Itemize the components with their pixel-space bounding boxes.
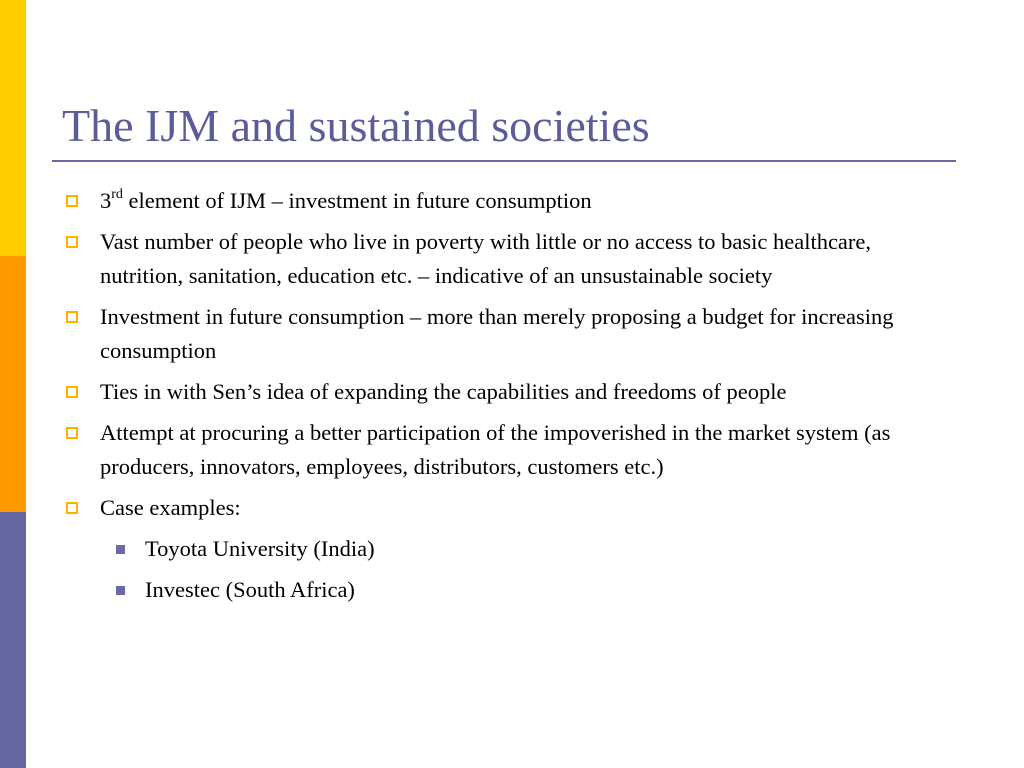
bullet-4-text: Ties in with Sen’s idea of expanding the capabilities and freedoms of people	[100, 379, 787, 404]
side-color-bar	[0, 0, 26, 768]
sub-bullet-list	[100, 532, 942, 607]
bullet-item-1	[62, 184, 942, 218]
hollow-square-bullet-icon	[66, 195, 78, 207]
bullet-1-prefix: 3	[100, 188, 112, 213]
bullet-item-3	[62, 300, 942, 368]
title-divider	[52, 160, 956, 162]
filled-square-bullet-icon	[116, 545, 125, 554]
hollow-square-bullet-icon	[66, 386, 78, 398]
hollow-square-bullet-icon	[66, 311, 78, 323]
bullet-6-text: Case examples:	[100, 495, 241, 520]
sub-bullet-item-1	[100, 532, 942, 566]
filled-square-bullet-icon	[116, 586, 125, 595]
bullet-item-5	[62, 416, 942, 484]
bullet-2-text: Vast number of people who live in poverty with little or no access to basic healthcare, nutrition, sanitation, education etc. – indicative of an unsustainable society	[100, 229, 872, 288]
bullet-1-superscript: rd	[111, 186, 123, 202]
hollow-square-bullet-icon	[66, 502, 78, 514]
bullet-item-6	[62, 491, 942, 607]
bullet-list	[62, 184, 942, 614]
sub-bullet-item-2	[100, 573, 942, 607]
bullet-3-text: Investment in future consumption – more than merely proposing a budget for increasing consumption	[100, 304, 894, 363]
bullet-1-text: element of IJM – investment in future consumption	[122, 188, 592, 213]
sub-bullet-2-text: Investec (South Africa)	[145, 577, 355, 602]
hollow-square-bullet-icon	[66, 427, 78, 439]
slide-title: The IJM and sustained societies	[62, 100, 650, 151]
sub-bullet-1-text: Toyota University (India)	[145, 536, 375, 561]
side-bar-yellow-segment	[0, 0, 26, 256]
side-bar-orange-segment	[0, 256, 26, 512]
side-bar-purple-segment	[0, 512, 26, 768]
hollow-square-bullet-icon	[66, 236, 78, 248]
bullet-item-2	[62, 225, 942, 293]
bullet-5-text: Attempt at procuring a better participation of the impoverished in the market system (as producers, innovators, employees, distributors, customers etc.)	[100, 420, 891, 479]
bullet-item-4	[62, 375, 942, 409]
